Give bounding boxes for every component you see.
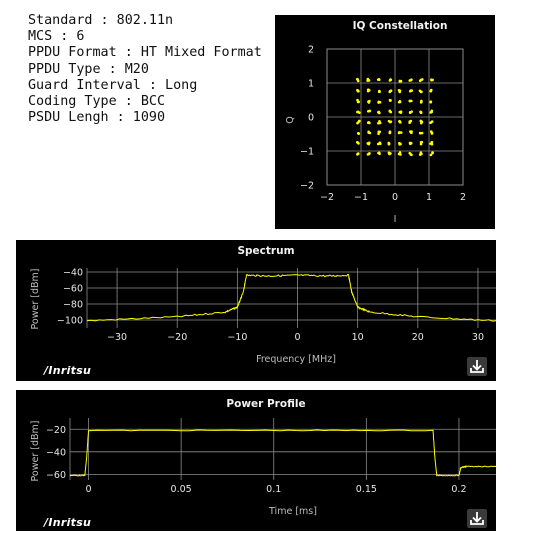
iq-point (409, 153, 412, 156)
pp-y-tick-label: −20 (45, 424, 66, 436)
iq-point (387, 142, 390, 145)
iq-point (399, 121, 402, 124)
iq-point (389, 99, 392, 102)
iq-x-axis-label: I (393, 214, 397, 225)
spectrum-chart (16, 240, 496, 381)
pp-y-tick-label: −40 (45, 447, 66, 459)
pp-x-tick-label: 0.05 (170, 484, 192, 495)
iq-point (430, 110, 433, 113)
iq-point (368, 122, 371, 125)
iq-point (378, 78, 381, 81)
iq-point (358, 120, 361, 123)
iq-point (388, 152, 391, 155)
iq-point (399, 80, 402, 83)
signal-parameters-list (28, 13, 262, 126)
iq-point (390, 120, 393, 123)
sp-x-tick-label: 30 (471, 332, 485, 343)
power-profile-chart (16, 390, 496, 531)
iq-point (419, 132, 422, 135)
param-mcs: MCS : 6 (28, 29, 85, 45)
anritsu-logo: /Inritsu (44, 364, 92, 377)
spectrum-x-axis-label: Frequency [MHz] (256, 354, 336, 365)
iq-point (410, 110, 413, 113)
power-profile-trace (70, 430, 496, 476)
iq-grid (327, 49, 463, 185)
power-profile-grid (70, 418, 496, 480)
param-ppdu-format: PPDU Format : HT Mixed Format (28, 45, 262, 61)
iq-point (390, 78, 393, 81)
iq-point (369, 110, 372, 113)
iq-point (377, 152, 380, 155)
anritsu-logo: /Inritsu (44, 516, 92, 529)
sp-y-tick-label: −100 (56, 315, 83, 327)
spectrum-download-button[interactable] (467, 357, 487, 376)
iq-y-tick-label: −1 (299, 146, 314, 158)
iq-point (408, 100, 411, 103)
power-profile-x-axis-label: Time [ms] (269, 506, 317, 517)
iq-point (367, 131, 370, 134)
pp-x-tick-label: 0.2 (451, 484, 467, 495)
pp-x-tick-label: 0.1 (266, 484, 282, 495)
iq-point (431, 143, 434, 146)
iq-point (367, 78, 370, 81)
iq-point (399, 89, 402, 92)
pp-x-tick-label: 0.15 (355, 484, 377, 495)
iq-y-tick-label: 1 (307, 78, 314, 90)
iq-y-tick-label: −2 (299, 180, 314, 192)
iq-point (430, 78, 433, 81)
param-ppdu-type: PPDU Type : M20 (28, 61, 149, 77)
iq-point (420, 90, 423, 93)
iq-point (367, 153, 370, 156)
iq-point (400, 110, 403, 113)
iq-tick-labels (300, 45, 466, 204)
iq-point (409, 79, 412, 82)
param-guard-interval: Guard Interval : Long (28, 77, 198, 93)
iq-x-tick-label: 0 (391, 192, 399, 203)
iq-point (430, 100, 433, 103)
spectrum-grid (87, 268, 496, 328)
power-profile-panel (16, 390, 496, 531)
iq-point (430, 89, 433, 92)
iq-point (367, 100, 370, 103)
spectrum-tick-labels (57, 268, 484, 344)
iq-point (379, 141, 382, 144)
spectrum-panel (16, 240, 496, 381)
iq-point (357, 80, 360, 83)
iq-x-tick-label: −2 (319, 192, 335, 203)
iq-point (389, 110, 392, 113)
pp-y-tick-label: −60 (45, 469, 66, 481)
iq-y-tick-label: 0 (307, 112, 314, 124)
iq-point (420, 151, 423, 154)
spectrum-chart-title: Spectrum (237, 245, 295, 257)
sp-x-tick-label: −30 (107, 332, 128, 343)
iq-point (410, 120, 413, 123)
sp-y-tick-label: −60 (62, 283, 83, 295)
iq-x-tick-label: 2 (459, 192, 467, 203)
iq-point (399, 153, 402, 156)
iq-chart-title: IQ Constellation (352, 20, 448, 32)
iq-point (420, 101, 423, 104)
sp-x-tick-label: 0 (294, 332, 301, 343)
iq-point (377, 132, 380, 135)
sp-y-tick-label: −80 (62, 299, 83, 311)
spectrum-trace (87, 274, 496, 321)
pp-x-tick-label: 0 (85, 484, 92, 495)
iq-point (356, 141, 359, 144)
iq-point (377, 101, 380, 104)
iq-point (399, 100, 402, 103)
iq-point (378, 90, 381, 93)
iq-point (367, 88, 370, 91)
power-profile-download-button[interactable] (467, 509, 487, 528)
iq-point (368, 142, 371, 145)
iq-point (420, 122, 423, 125)
iq-point (419, 111, 422, 114)
iq-point (420, 143, 423, 146)
iq-point (409, 89, 412, 92)
iq-point (357, 101, 360, 104)
power-profile-y-axis-label: Power [dBm] (30, 420, 41, 482)
iq-constellation-chart (275, 15, 495, 229)
iq-point (379, 122, 382, 125)
spectrum-y-axis-label: Power [dBm] (30, 268, 41, 330)
sp-x-tick-label: 20 (411, 332, 424, 343)
param-standard: Standard : 802.11n (28, 13, 174, 28)
power-profile-chart-title: Power Profile (226, 398, 306, 410)
iq-y-axis-label: Q (285, 116, 296, 124)
iq-point (357, 90, 360, 93)
iq-x-tick-label: 1 (425, 192, 433, 203)
param-psdu-length: PSDU Lengh : 1090 (28, 110, 166, 126)
sp-x-tick-label: −10 (227, 332, 248, 343)
iq-point (398, 131, 401, 134)
iq-point (357, 152, 360, 155)
iq-point (356, 122, 359, 125)
power-profile-tick-labels (46, 425, 467, 495)
iq-point (409, 142, 412, 145)
iq-point (431, 132, 434, 135)
sp-x-tick-label: 10 (351, 332, 364, 343)
iq-point (410, 132, 413, 135)
param-coding-type: Coding Type : BCC (28, 94, 166, 110)
sp-y-tick-label: −40 (62, 267, 83, 279)
iq-point (357, 110, 360, 113)
iq-y-tick-label: 2 (307, 44, 314, 56)
iq-point (430, 121, 433, 124)
iq-point (389, 90, 392, 93)
iq-x-tick-label: −1 (353, 192, 369, 203)
iq-point (389, 132, 392, 135)
sp-x-tick-label: −20 (167, 332, 188, 343)
iq-point (431, 152, 434, 155)
iq-point (377, 111, 380, 114)
iq-point (357, 132, 360, 135)
iq-point (398, 143, 401, 146)
iq-constellation-panel (275, 15, 495, 229)
iq-point (421, 78, 424, 81)
